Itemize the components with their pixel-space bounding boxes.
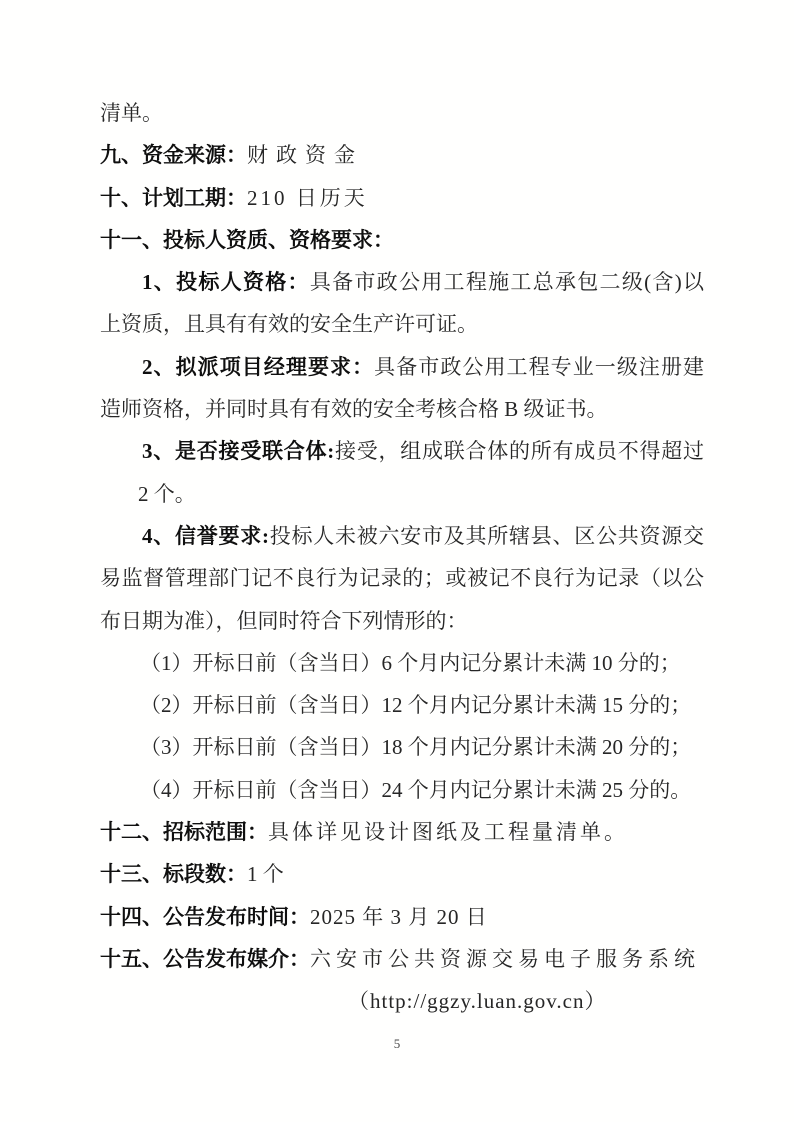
body-text: 具备市政公用工程施工总承包二级(含)以 <box>309 270 704 295</box>
line-funding-source <box>100 134 704 176</box>
body-text: 上资质，且具有有效的安全生产许可证。 <box>100 312 478 337</box>
line-lot-count <box>100 853 704 895</box>
body-text: 造师资格，并同时具有有效的安全考核合格 B 级证书。 <box>100 397 608 422</box>
url-text: （http://ggzy.luan.gov.cn） <box>348 989 607 1014</box>
line-credit-requirement-item <box>100 515 704 557</box>
body-text: 具体详见设计图纸及工程量清单。 <box>268 820 628 845</box>
section-label: 九、资金来源： <box>100 143 247 168</box>
line-credit-condition-4 <box>100 769 704 811</box>
line-bidder-qualification-item <box>100 261 704 303</box>
line-credit-condition-1 <box>100 642 704 684</box>
item-label: 2、拟派项目经理要求： <box>142 354 375 379</box>
body-text: （3）开标日前（含当日）18 个月内记分累计未满 20 分的； <box>140 735 692 760</box>
line-consortium-continuation <box>100 473 704 515</box>
line-list-continuation <box>100 92 704 134</box>
body-text: 清单。 <box>100 101 163 125</box>
line-project-manager-continuation <box>100 388 704 430</box>
section-label: 十四、公告发布时间： <box>100 904 310 929</box>
line-consortium-item <box>100 430 704 472</box>
line-credit-condition-2 <box>100 684 704 726</box>
body-text: （4）开标日前（含当日）24 个月内记分累计未满 25 分的。 <box>140 777 692 802</box>
item-label: 3、是否接受联合体: <box>142 439 335 464</box>
body-text: （1）开标日前（含当日）6 个月内记分累计未满 10 分的； <box>140 650 681 675</box>
body-text: （2）开标日前（含当日）12 个月内记分累计未满 15 分的； <box>140 693 692 718</box>
item-label: 4、信誉要求: <box>142 523 269 548</box>
item-label: 1、投标人资格： <box>142 270 310 295</box>
body-text: 六安市公共资源交易电子服务系统 <box>310 946 700 971</box>
body-text: 接受，组成联合体的所有成员不得超过 <box>334 439 704 464</box>
line-announcement-media <box>100 938 704 980</box>
body-text: 布日期为准），但同时符合下列情形的： <box>100 608 468 633</box>
line-bid-scope <box>100 811 704 853</box>
body-text: 具备市政公用工程专业一级注册建 <box>374 354 705 379</box>
body-text: 财政资金 <box>247 143 363 168</box>
body-text: 1 个 <box>247 862 284 887</box>
line-credit-requirement-continuation-2 <box>100 600 704 642</box>
body-text: 投标人未被六安市及其所辖县、区公共资源交 <box>269 523 704 548</box>
section-label: 十五、公告发布媒介： <box>100 946 310 971</box>
section-label: 十二、招标范围： <box>100 820 268 845</box>
section-label: 十三、标段数： <box>100 862 247 887</box>
page-number: 5 <box>393 1036 401 1051</box>
body-text: 210 日历天 <box>247 185 368 210</box>
line-planned-duration <box>100 177 704 219</box>
line-announcement-url <box>100 980 704 1022</box>
line-credit-condition-3 <box>100 726 704 768</box>
line-project-manager-item <box>100 346 704 388</box>
section-label: 十、计划工期： <box>100 185 247 210</box>
line-credit-requirement-continuation-1 <box>100 557 704 599</box>
document-body <box>100 92 704 1023</box>
line-announcement-date <box>100 896 704 938</box>
body-text: 易监督管理部门记不良行为记录的；或被记不良行为记录（以公 <box>100 566 704 591</box>
line-bidder-qualification-continuation <box>100 303 704 345</box>
section-label: 十一、投标人资质、资格要求： <box>100 227 394 252</box>
body-text: 2 个。 <box>138 481 196 506</box>
line-bidder-qualification-heading <box>100 219 704 261</box>
body-text: 2025 年 3 月 20 日 <box>310 904 488 929</box>
